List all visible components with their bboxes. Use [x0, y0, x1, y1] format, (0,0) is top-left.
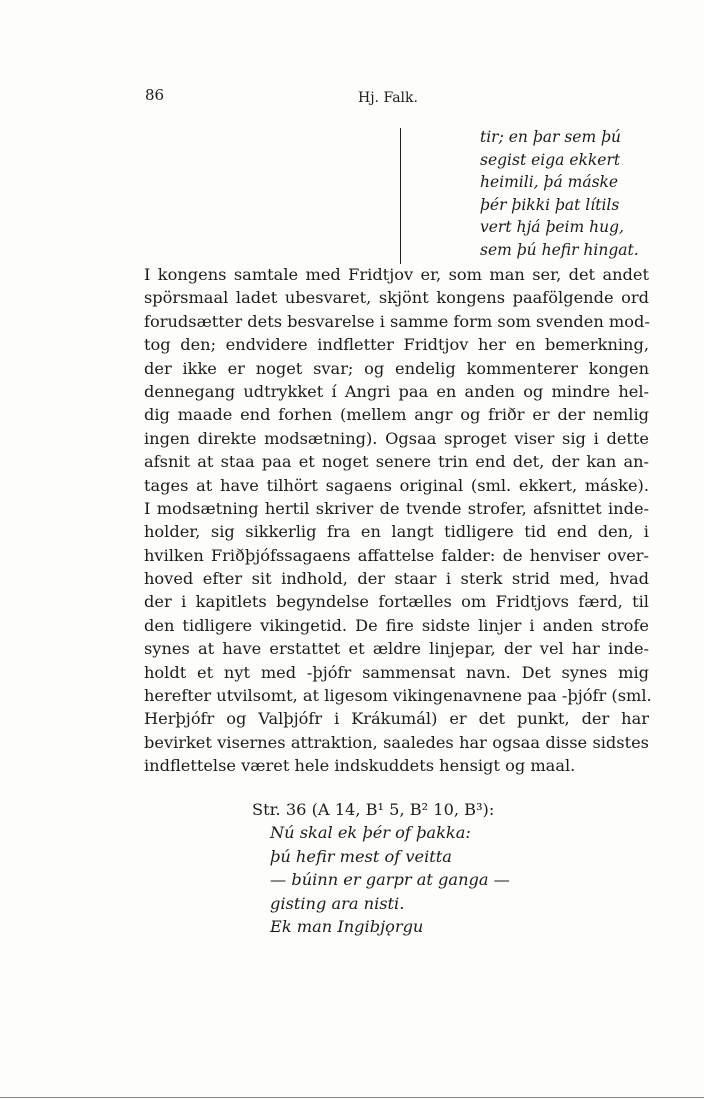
- verse-block: [252, 798, 510, 938]
- verse-line: Ek man Ingibjǫrgu: [270, 916, 424, 936]
- body-line: hoved efter sit indhold, der staar i sterk strid med, hvad: [144, 569, 649, 589]
- body-line: indflettelse været hele indskuddets hensigt og maal.: [144, 756, 576, 776]
- verse-reference: Str. 36 (A 14, B¹ 5, B² 10, B³):: [252, 800, 495, 819]
- verse-line: Nú skal ek þér of þakka:: [270, 823, 471, 843]
- body-line: Herþjófr og Valþjófr i Krákumál) er det punkt, der har: [144, 709, 649, 729]
- body-line: dig maade end forhen (mellem angr og friðr er der nemlig: [144, 405, 649, 425]
- page-number: 86: [145, 86, 165, 104]
- body-line: der i kapitlets begyndelse fortælles om Fridtjovs færd, til: [144, 592, 649, 612]
- body-line: den tidligere vikingetid. De fire sidste linjer i anden strofe: [144, 615, 649, 635]
- quote-line: heimili, þá máske: [480, 173, 619, 192]
- quote-line: tir; en þar sem þú: [480, 128, 621, 146]
- body-line: forudsætter dets besvarelse i samme form som svenden mod-: [144, 311, 650, 331]
- column-rule: [400, 128, 401, 264]
- quote-line: vert hjá þeim hug,: [480, 218, 624, 237]
- body-line: bevirket visernes attraktion, saaledes har ogsaa disse sidstes: [144, 732, 649, 752]
- body-line: I kongens samtale med Fridtjov er, som man ser, det andet: [144, 265, 649, 284]
- body-line: herefter utvilsomt, at ligesom vikingenavnene paa -þjófr (sml.: [144, 686, 652, 706]
- body-line: ingen direkte modsætning). Ogsaa sproget viser sig i dette: [144, 428, 649, 448]
- body-line: I modsætning hertil skriver de tvende strofer, afsnittet inde-: [144, 498, 649, 518]
- verse-line: gisting ara nisti.: [270, 893, 405, 913]
- body-line: tog den; endvidere indfletter Fridtjov her en bemerkning,: [144, 335, 649, 355]
- verse-line: — búinn er garpr at ganga —: [270, 870, 510, 890]
- body-line: dennegang udtrykket í Angri paa en anden og mindre hel-: [144, 381, 649, 401]
- body-line: holder, sig sikkerlig fra en langt tidligere tid end den, i: [144, 522, 649, 542]
- body-line: afsnit at staa paa et noget senere trin end det, der kan an-: [144, 452, 649, 472]
- running-head: Hj. Falk.: [358, 90, 418, 106]
- verse-line: þú hefir mest of veitta: [270, 846, 452, 866]
- body-line: tages at have tilhört sagaens original (sml. ekkert, máske).: [144, 475, 649, 495]
- body-text: [144, 263, 652, 778]
- body-line: spörsmaal ladet ubesvaret, skjönt kongens paafölgende ord: [144, 288, 649, 308]
- body-line: hvilken Friðþjófssagaens affattelse falder: de henviser over-: [144, 545, 649, 565]
- body-line: synes at have erstattet et ældre linjepar, der vel har inde-: [144, 639, 649, 659]
- quote-line: segist eiga ekkert: [480, 150, 621, 169]
- body-line: der ikke er noget svar; og endelig kommenterer kongen: [144, 358, 649, 378]
- page-edge-rule: [0, 1097, 704, 1098]
- quote-line: sem þú hefir hingat.: [480, 240, 639, 259]
- quote-column: [480, 126, 652, 262]
- quote-line: þér þikki þat lítils: [480, 195, 620, 214]
- body-line: holdt et nyt med -þjófr sammensat navn. Det synes mig: [144, 662, 649, 682]
